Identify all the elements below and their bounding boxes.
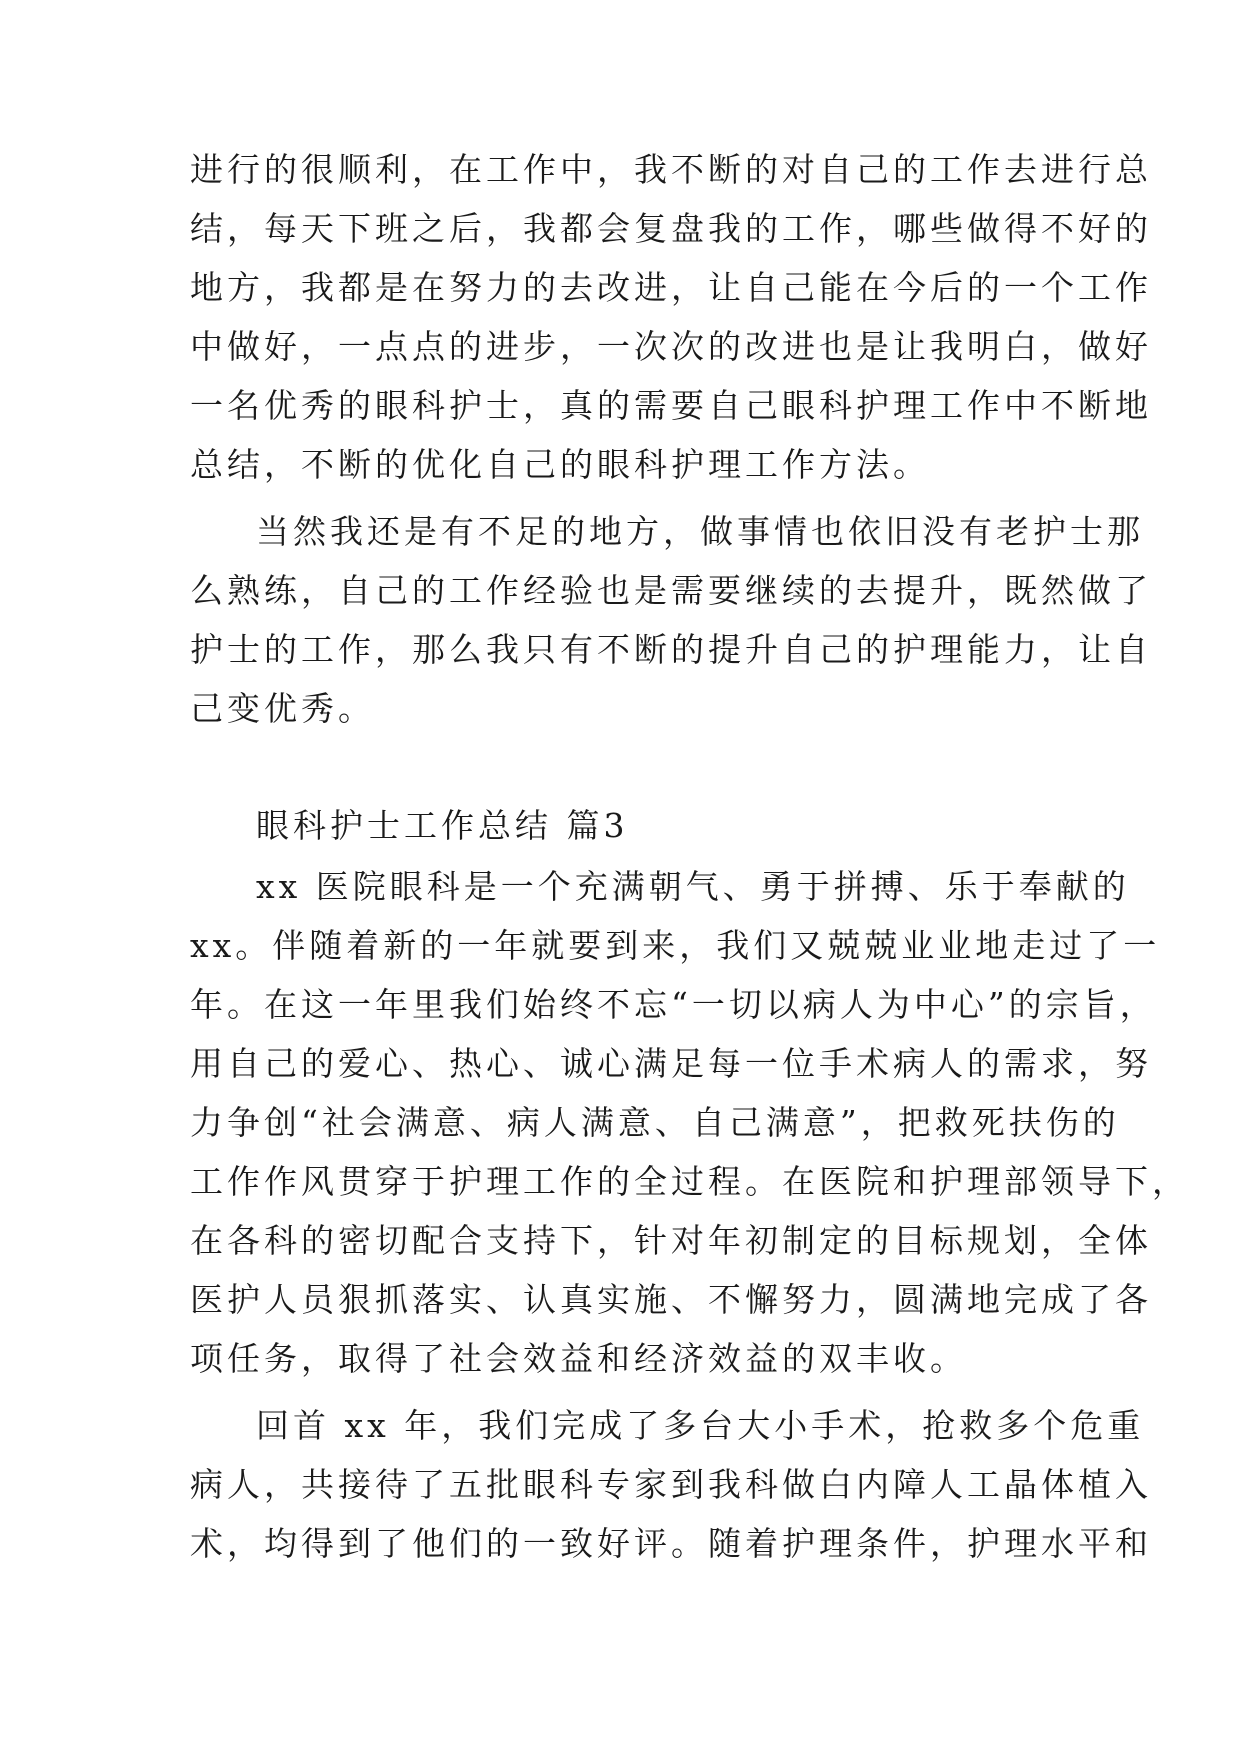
paragraph-3-line: 在各科的密切配合支持下，针对年初制定的目标规划，全体 (190, 1221, 1152, 1260)
paragraph-3-line: xx。伴随着新的一年就要到来，我们又兢兢业业地走过了一 (190, 926, 1161, 965)
paragraph-2-line: 己变优秀。 (190, 689, 375, 728)
paragraph-3-line: 医护人员狠抓落实、认真实施、不懈努力，圆满地完成了各 (190, 1280, 1152, 1319)
paragraph-1-line: 中做好，一点点的进步，一次次的改进也是让我明白，做好 (190, 327, 1152, 366)
paragraph-2-line: 当然我还是有不足的地方，做事情也依旧没有老护士那 (256, 512, 1144, 551)
section-heading: 眼科护士工作总结 篇3 (256, 806, 629, 845)
paragraph-2-line: 么熟练，自己的工作经验也是需要继续的去提升，既然做了 (190, 571, 1152, 610)
paragraph-1-line: 结，每天下班之后，我都会复盘我的工作，哪些做得不好的 (190, 209, 1152, 248)
paragraph-3-line: 项任务，取得了社会效益和经济效益的双丰收。 (190, 1339, 967, 1378)
paragraph-3-line: 力争创“社会满意、病人满意、自己满意”，把救死扶伤的 (190, 1103, 1120, 1142)
paragraph-4-line: 术，均得到了他们的一致好评。随着护理条件，护理水平和 (190, 1524, 1152, 1563)
paragraph-1-line: 进行的很顺利，在工作中，我不断的对自己的工作去进行总 (190, 150, 1152, 189)
paragraph-1-line: 一名优秀的眼科护士，真的需要自己眼科护理工作中不断地 (190, 386, 1152, 425)
paragraph-1-line: 地方，我都是在努力的去改进，让自己能在今后的一个工作 (190, 268, 1152, 307)
paragraph-3-line: xx 医院眼科是一个充满朝气、勇于拼搏、乐于奉献的 (256, 867, 1130, 906)
paragraph-3-line: 用自己的爱心、热心、诚心满足每一位手术病人的需求，努 (190, 1044, 1152, 1083)
paragraph-3-line: 年。在这一年里我们始终不忘“一切以病人为中心”的宗旨， (190, 985, 1157, 1024)
paragraph-4-line: 回首 xx 年，我们完成了多台大小手术，抢救多个危重 (256, 1406, 1145, 1445)
paragraph-4-line: 病人，共接待了五批眼科专家到我科做白内障人工晶体植入 (190, 1465, 1152, 1504)
paragraph-3-line: 工作作风贯穿于护理工作的全过程。在医院和护理部领导下， (190, 1162, 1189, 1201)
paragraph-2-line: 护士的工作，那么我只有不断的提升自己的护理能力，让自 (190, 630, 1152, 669)
paragraph-1-line: 总结，不断的优化自己的眼科护理工作方法。 (190, 445, 930, 484)
